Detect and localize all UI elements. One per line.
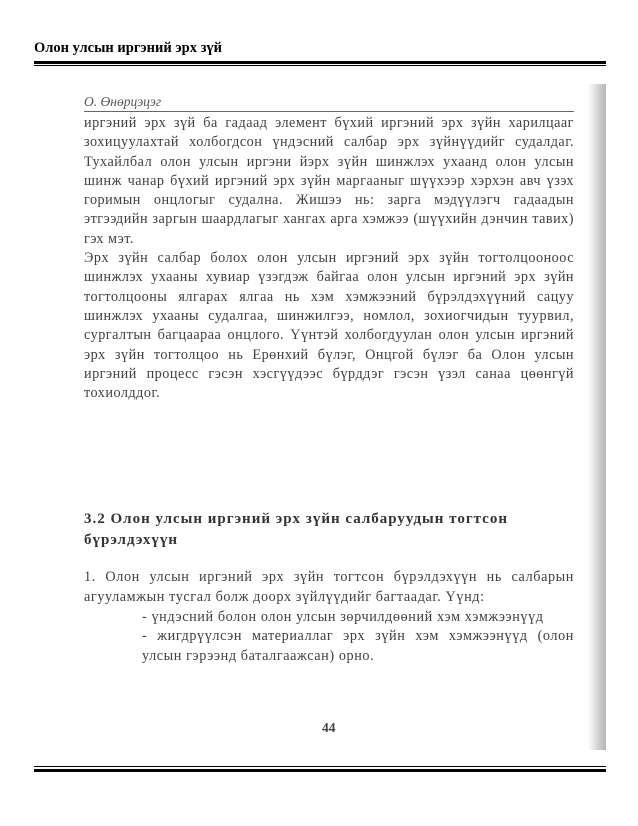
paragraph: Эрх зүйн салбар болох олон улсын иргэний эрх зүйн тогтолцооноос шинжлэх ухааны хувиар үзэгдэж байгаа олон улсын иргэний эрх зүйн тогтолцооны ялгарах ялгаа нь хэм хэмжээний бүрэлдэхүүний сацуу шинжлэх ухааны судалгаа, шинжилгээ, номлол, зохиогчидын туурвил, сургалтын багцаараа онцлого. Үүнтэй холбогдуулан олон улсын иргэний эрх зүйн тогтолцоо нь Ерөнхий бүлэг, Онцгой бүлэг ба Олон улсын иргэний процесс гэсэн хэсгүүдээс бүрддэг гэсэн үзэл санаа цөөнгүй тохиолддог. xyxy=(84,250,574,402)
footer-rule-thick xyxy=(34,769,606,772)
paragraph: иргэний эрх зүй ба гадаад элемент бүхий иргэний эрх зүйн харилцааг зохицуулахтай холбогдсон үндэсний салбар эрх зүйнүүдийг судалдаг. Тухайлбал олон улсын иргэни йэрх зүйн шинжлэх ухаанд олон улсын шинж чанар бүхий иргэний эрх зүйн маргааныг шүүхээр хэрхэн авч үзэх горимын онцлогыг судална. Жишээ нь: зарга мэдүүлэгч гадаадын этгээдийн заргын шаардлагыг хангах арга хэмжээ (шүүхийн дэнчин тавих) гэх мэт. xyxy=(84,115,574,247)
page-number: 44 xyxy=(322,720,336,735)
header-rule-thin xyxy=(34,65,606,66)
page-header-title: Олон улсын иргэний эрх зүй xyxy=(34,40,222,56)
list-item: - жигдрүүлсэн материаллаг эрх зүйн хэм хэмжээнүүд (олон улсын гэрээнд баталгаажсан) орно. xyxy=(142,628,574,665)
list-intro: 1. Олон улсын иргэний эрх зүйн тогтсон бүрэлдэхүүн нь салбарын агууламжын тусгал болж доорх зүйлүүдийг багтаадаг. Үүнд: xyxy=(84,569,574,605)
footer-rule-thin xyxy=(34,766,606,767)
list-item: - үндэсний болон олон улсын зөрчилдөөний хэм хэмжээнүүд xyxy=(142,608,544,625)
body-text xyxy=(84,114,574,403)
scan-edge-shadow xyxy=(588,84,606,750)
list-block xyxy=(84,568,574,667)
section-heading: 3.2 Олон улсын иргэний эрх зүйн салбаруудын тогтсон бүрэлдэхүүн xyxy=(84,511,508,548)
author-name: О. Өнөрцэцэг xyxy=(84,94,162,109)
scanned-page xyxy=(64,84,606,750)
header-rule-thick xyxy=(34,61,606,64)
author-underline xyxy=(84,111,574,112)
